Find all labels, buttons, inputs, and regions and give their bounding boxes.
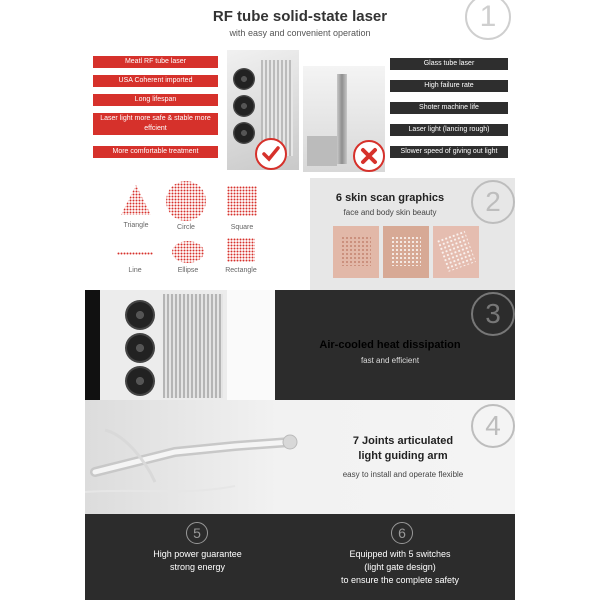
section3-divider (275, 290, 315, 400)
section2-subtitle: face and body skin beauty (343, 208, 437, 217)
pro-tag-1: Meatl RF tube laser (93, 56, 218, 68)
triangle-scan-icon (120, 184, 152, 216)
feature6-text (315, 548, 485, 587)
section2-number-badge: 2 (471, 180, 515, 224)
product-infographic (85, 0, 515, 600)
fan-icon (125, 300, 155, 330)
con-tag-4: Laser light (lancing rough) (390, 124, 508, 136)
rectangle-scan-icon (227, 238, 255, 262)
feature6-line1: Equipped with 5 switches (349, 549, 451, 559)
section1-subtitle: with easy and convenient operation (229, 28, 371, 38)
con-tag-2: High failure rate (390, 80, 508, 92)
skin-scan-pattern (341, 236, 371, 266)
section4-title-line2: light guiding arm (358, 450, 448, 462)
section3-title: Air-cooled heat dissipation (319, 339, 461, 351)
feature6-number-badge: 6 (391, 522, 413, 544)
section2-title: 6 skin scan graphics (335, 192, 445, 204)
section1-title: RF tube solid-state laser (212, 8, 388, 25)
feature5-line1: High power guarantee (153, 549, 242, 559)
pro-tag-4: Laser light more safe & stable more effcient (93, 113, 218, 135)
ellipse-scan-icon (171, 240, 205, 264)
check-mark-icon (255, 138, 287, 170)
machine-base (307, 136, 337, 166)
glass-tube (337, 74, 347, 164)
shape-label-rectangle: Rectangle (225, 267, 257, 274)
shape-label-line: Line (128, 267, 142, 274)
section4-title (323, 434, 483, 464)
skin-sample-photo-3 (433, 226, 479, 278)
skin-scan-pattern (436, 230, 476, 272)
section3-number-badge: 3 (471, 292, 515, 336)
section1-number-badge: 1 (465, 0, 511, 40)
fan-icon (233, 95, 255, 117)
shape-label-circle: Circle (177, 224, 195, 231)
feature5-number-badge: 5 (186, 522, 208, 544)
fan-icon (125, 366, 155, 396)
heatsink-fins (163, 294, 223, 398)
cross-mark-icon (353, 140, 385, 172)
pro-tag-5: More comfortable treatment (93, 146, 218, 158)
section3-subtitle: fast and efficient (360, 356, 420, 365)
con-tag-3: Shoter machine life (390, 102, 508, 114)
section4-number-badge: 4 (471, 404, 515, 448)
fan-icon (125, 333, 155, 363)
square-scan-icon (227, 186, 257, 216)
line-scan-icon (117, 252, 153, 256)
skin-scan-pattern (391, 236, 421, 266)
machine-panel (227, 290, 275, 400)
feature6-line3: to ensure the complete safety (340, 575, 460, 585)
pro-tag-3: Long lifespan (93, 94, 218, 106)
con-tag-1: Glass tube laser (390, 58, 508, 70)
skin-sample-photo-2 (383, 226, 429, 278)
skin-sample-photo-1 (333, 226, 379, 278)
fan-icon (233, 122, 255, 144)
shape-label-square: Square (230, 224, 254, 231)
feature5-text (115, 548, 280, 574)
section4-title-line1: 7 Joints articulated (352, 435, 454, 447)
shape-label-ellipse: Ellipse (177, 267, 199, 274)
feature6-line2: (light gate design) (364, 562, 436, 572)
fan-icon (233, 68, 255, 90)
pro-tag-2: USA Coherent imported (93, 75, 218, 87)
shape-label-triangle: Triangle (123, 222, 149, 229)
articulated-arm-photo (85, 400, 315, 514)
feature5-line2: strong energy (169, 562, 226, 572)
circle-scan-icon (165, 180, 207, 222)
con-tag-5: Slower speed of giving out light (390, 146, 508, 158)
section4-subtitle: easy to install and operate flexible (342, 470, 464, 479)
cooling-fan-photo (85, 290, 275, 400)
